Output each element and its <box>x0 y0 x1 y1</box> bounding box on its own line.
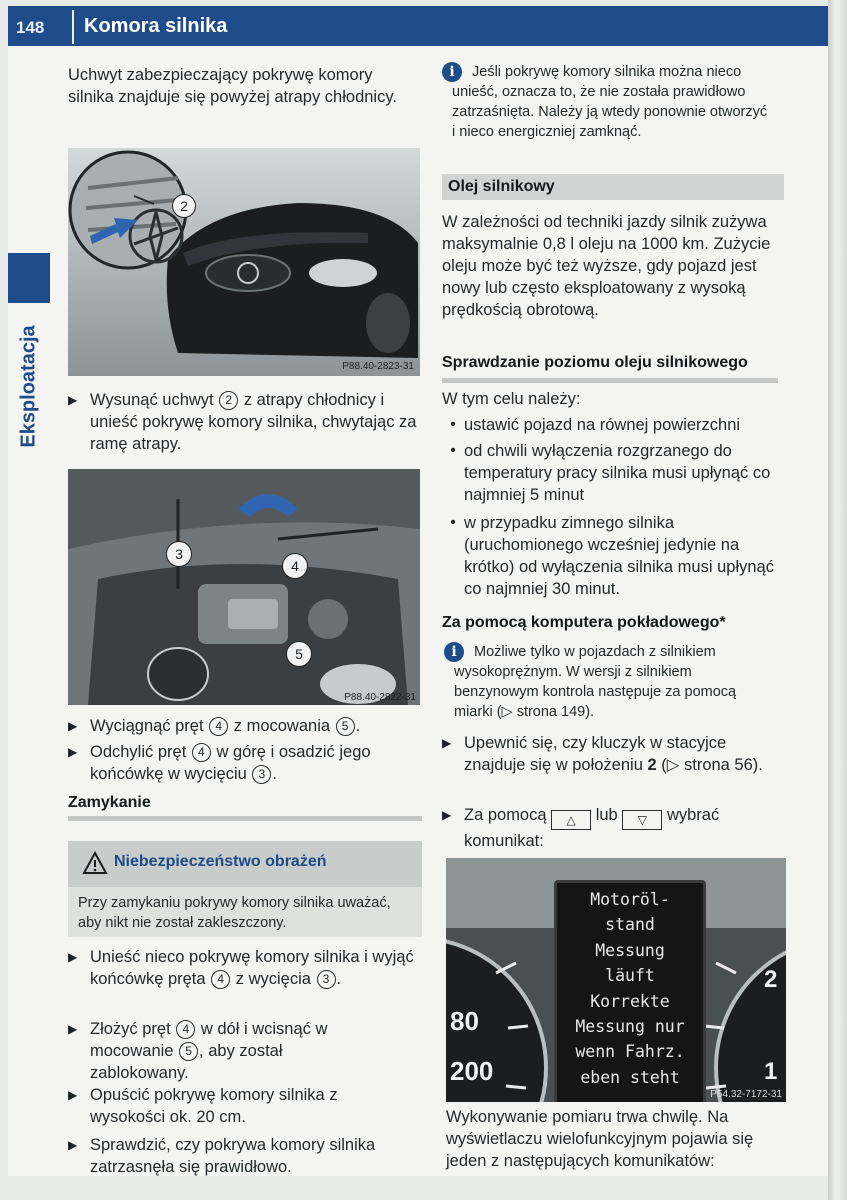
grille-photo <box>68 148 420 376</box>
circle-number: 2 <box>219 391 238 410</box>
display-line: stand <box>605 915 655 935</box>
manual-page <box>8 6 828 1176</box>
info-note-1: Jeśli pokrywę komory silnika można nieco unieść, oznacza to, że nie została prawidłowo zatrzaśnięta. Należy ją wtedy ponownie otworzyć i nieco energiczniej zamknąć. <box>452 64 768 140</box>
info-note-2: Możliwe tylko w pojazdach z silnikiem wysokoprężnym. W wersji z silnikiem benzynowym kontrola następuje za pomocą miarki (▷ strona 149). <box>454 644 737 720</box>
oil-heading: Olej silnikowy <box>442 174 784 200</box>
callout-3: 3 <box>166 541 192 567</box>
step-4-text: Unieść nieco pokrywę komory silnika i wyjąć końcówkę pręta 4 z wycięcia 3 . <box>90 948 414 988</box>
gauge-left-label-80: 80 <box>450 1006 479 1036</box>
step-b <box>442 804 778 852</box>
display-line: Messung nur <box>575 1017 685 1037</box>
step-5 <box>68 1018 418 1084</box>
step-a-text: Upewnić się, czy kluczyk w stacyjce znajduje się w położeniu 2 (▷ strona 56). <box>464 734 763 774</box>
step-triangle-icon: ▶ <box>68 745 78 759</box>
intro-paragraph: Uchwyt zabezpieczający pokrywę komory silnika znajduje się powyżej atrapy chłodnicy. <box>68 66 397 106</box>
circle-number: 5 <box>336 717 355 736</box>
bullet-text-1: ustawić pojazd na równej powierzchni <box>464 416 741 434</box>
step-b-text: Za pomocą △ lub ▽ wybrać komunikat: <box>464 806 720 850</box>
image2-caption: P88.40-2822-31 <box>344 692 416 703</box>
down-key-icon: ▽ <box>622 810 662 830</box>
warning-title: Niebezpieczeństwo obrażeń <box>114 853 327 870</box>
gauge-right-label-2: 2 <box>764 966 778 993</box>
display-line: Messung <box>595 940 665 960</box>
computer-heading: Za pomocą komputera pokładowego* <box>442 614 726 631</box>
step-triangle-icon: ▶ <box>68 1088 78 1102</box>
bullet-dot: • <box>450 442 456 459</box>
callout-4: 4 <box>282 553 308 579</box>
bullet-item-2 <box>442 440 778 506</box>
page-header <box>8 6 828 46</box>
instrument-cluster-photo <box>446 858 786 1102</box>
header-divider <box>72 10 74 44</box>
image1-caption: P88.40-2823-31 <box>342 361 414 372</box>
display-line: eben steht <box>580 1067 680 1087</box>
check-heading: Sprawdzanie poziomu oleju silnikowego <box>442 354 748 371</box>
gauge-right-label-1: 1 <box>764 1058 778 1085</box>
step-6-text: Opuścić pokrywę komory silnika z wysokości ok. 20 cm. <box>90 1086 338 1126</box>
bullet-text-2: od chwili wyłączenia rozgrzanego do temperatury pracy silnika musi upłynąć co najmniej 5 minut <box>464 442 771 504</box>
warning-header <box>68 841 422 887</box>
warning-triangle-icon <box>82 851 108 875</box>
step-triangle-icon: ▶ <box>442 736 452 750</box>
bullet-item-1 <box>442 414 778 436</box>
info-icon: i <box>444 642 464 662</box>
engine-illustration <box>68 469 420 705</box>
step-2 <box>68 715 418 737</box>
step-1-text: Wysunąć uchwyt 2 z atrapy chłodnicy i unieść pokrywę komory silnika, chwytając za ramę atrapy. <box>90 391 417 453</box>
up-key-icon: △ <box>551 810 591 830</box>
after-display-paragraph: Wykonywanie pomiaru trwa chwilę. Na wyświetlaczu wielofunkcyjnym pojawia się jeden z następujących komunikatów: <box>446 1108 754 1170</box>
bullet-text-3: w przypadku zimnego silnika (uruchomionego wcześniej jedynie na krótko) od wyłączenia silnika musi upłynąć co najmniej 30 minut. <box>464 514 774 598</box>
step-2-text: Wyciągnąć pręt 4 z mocowania 5 . <box>90 717 361 735</box>
callout-2: 2 <box>172 194 196 218</box>
step-3-text: Odchylić pręt 4 w górę i osadzić jego końcówkę w wycięciu 3 . <box>90 743 371 783</box>
bullet-dot: • <box>450 416 456 433</box>
step-3 <box>68 741 418 785</box>
check-underline <box>442 378 778 383</box>
step-1 <box>68 389 418 455</box>
circle-number: 3 <box>317 970 336 989</box>
bullet-item-3 <box>442 512 778 600</box>
circle-number: 5 <box>179 1042 198 1061</box>
multifunction-display <box>554 880 706 1102</box>
step-7-text: Sprawdzić, czy pokrywa komory silnika zatrzasnęła się prawidłowo. <box>90 1136 376 1176</box>
callout-5: 5 <box>286 641 312 667</box>
page-number: 148 <box>16 18 45 37</box>
info-icon: i <box>442 62 462 82</box>
step-triangle-icon: ▶ <box>68 393 78 407</box>
step-triangle-icon: ▶ <box>68 719 78 733</box>
step-7 <box>68 1134 418 1176</box>
step-6 <box>68 1084 418 1128</box>
step-triangle-icon: ▶ <box>442 808 452 822</box>
check-intro: W tym celu należy: <box>442 390 581 408</box>
image3-caption: P54.32-7172-31 <box>710 1089 782 1100</box>
display-line: wenn Fahrz. <box>575 1042 685 1062</box>
step-triangle-icon: ▶ <box>68 950 78 964</box>
oil-paragraph: W zależności od techniki jazdy silnik zużywa maksymalnie 0,8 l oleju na 1000 km. Zużycie oleju może być też wyższe, gdy pojazd jest nowy lub często eksploatowany z wysoką prędkością obrotową. <box>442 213 771 319</box>
step-a <box>442 732 778 776</box>
bullet-dot: • <box>450 514 456 531</box>
warning-text: Przy zamykaniu pokrywy komory silnika uważać, aby nikt nie został zakleszczony. <box>78 895 391 931</box>
step-5-text: Złożyć pręt 4 w dół i wcisnąć w mocowanie 5 , aby został zablokowany. <box>90 1020 328 1082</box>
step-4 <box>68 946 418 990</box>
circle-number: 3 <box>252 765 271 784</box>
side-tab-text: Eksploatacja <box>17 324 40 448</box>
circle-number: 4 <box>176 1020 195 1039</box>
gauge-left-label-200: 200 <box>450 1056 494 1086</box>
page-edge <box>828 0 847 1200</box>
step-triangle-icon: ▶ <box>68 1022 78 1036</box>
circle-number: 4 <box>209 717 228 736</box>
engine-bay-photo <box>68 469 420 705</box>
closing-heading: Zamykanie <box>68 794 151 811</box>
step-triangle-icon: ▶ <box>68 1138 78 1152</box>
circle-number: 4 <box>192 743 211 762</box>
side-tab-label <box>12 306 46 466</box>
warning-box <box>68 841 422 937</box>
display-line: läuft <box>605 966 655 986</box>
display-line: Korrekte <box>590 991 670 1011</box>
circle-number: 4 <box>211 970 230 989</box>
section-title: Komora silnika <box>84 15 228 37</box>
display-line: Motoröl- <box>590 890 670 909</box>
side-tab-block <box>8 253 50 303</box>
grille-illustration <box>68 148 420 376</box>
closing-underline <box>68 816 422 821</box>
